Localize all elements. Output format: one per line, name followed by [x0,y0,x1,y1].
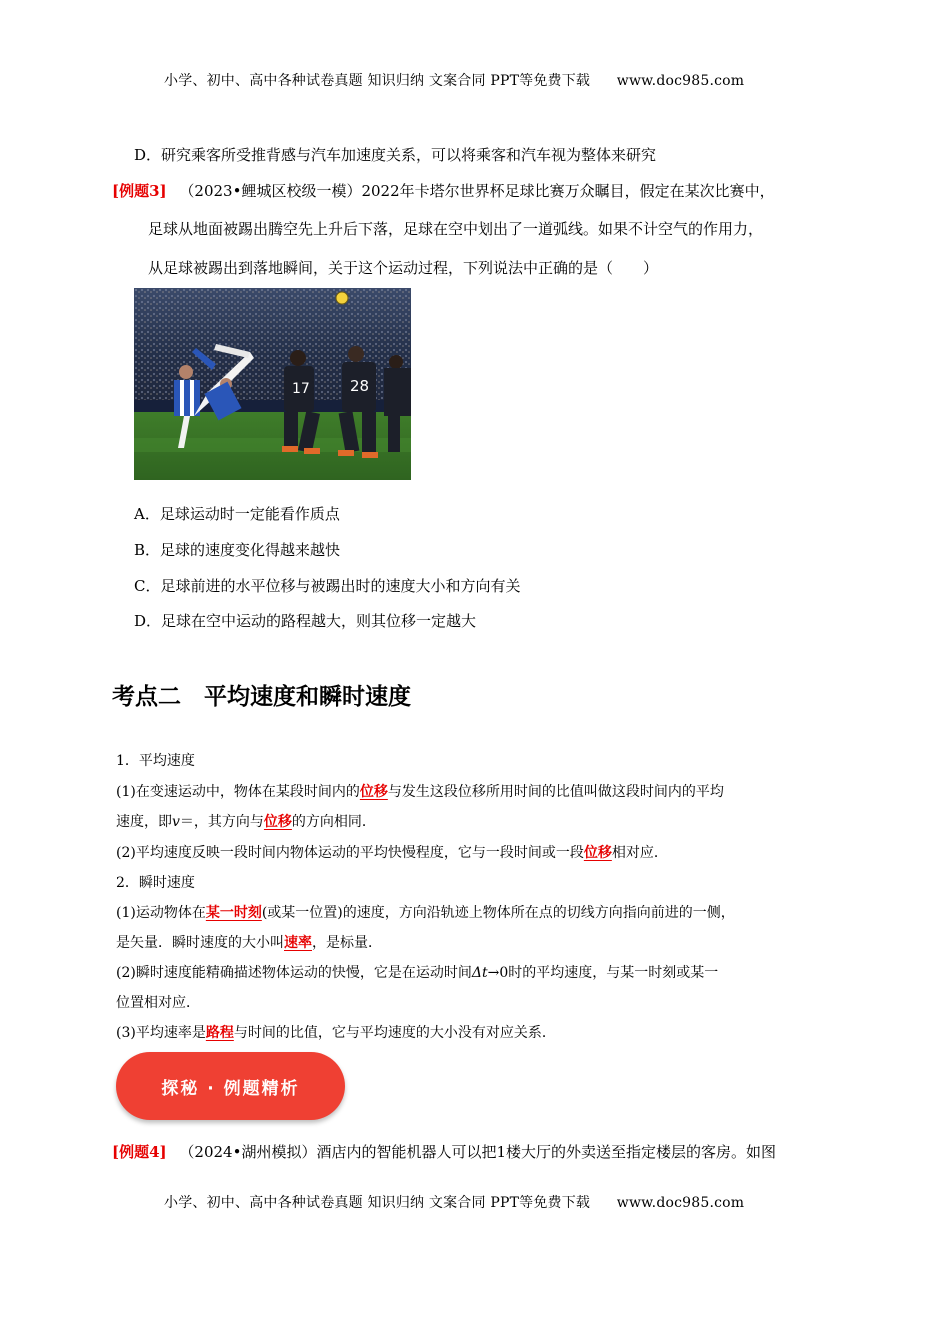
symbol-delta-t: Δt [471,965,488,981]
football-photo-svg [134,288,411,480]
option-b: B．足球的速度变化得越来越快 [134,541,341,559]
example3-tag: [例题3] [112,182,167,200]
text-span: ，是标量． [312,935,382,951]
example4-stem-1: （2024•湖州模拟）酒店内的智能机器人可以把1楼大厅的外卖送至指定楼层的客房。如图 [179,1143,776,1161]
example4-line1 [112,1142,776,1162]
inst-velocity-p2-line2: 位置相对应． [116,995,200,1011]
option-a: A．足球运动时一定能看作质点 [134,505,340,523]
text-span: (2)平均速度反映一段时间内物体运动的平均快慢程度，它与一段时间或一段 [116,845,584,861]
inst-velocity-p1-line2 [116,933,382,953]
inst-velocity-p1-line1 [116,903,735,923]
example3-stem-2: 足球从地面被踢出腾空先上升后下落，足球在空中划出了一道弧线。如果不计空气的作用力， [148,220,764,238]
text-span: 与发生这段位移所用时间的比值叫做这段时间内的平均 [387,784,724,800]
prev-option-d: D．研究乘客所受推背感与汽车加速度关系，可以将乘客和汽车视为整体来研究 [134,146,657,164]
keyword-displacement: 位移 [263,814,292,830]
jersey-number-17: 17 [292,381,310,397]
example3-line1 [112,181,775,201]
text-span: (1)在变速运动中，物体在某段时间内的 [116,784,360,800]
text-span: 的方向相同． [291,814,376,830]
example3-stem-1: （2023•鲤城区校级一模）2022年卡塔尔世界杯足球比赛万众瞩目，假定在某次比赛中， [179,182,775,200]
avg-velocity-p1-line2 [116,812,376,832]
text-span: 与时间的比值，它与平均速度的大小没有对应关系． [233,1025,556,1041]
example4-tag: [例题4] [112,1143,167,1161]
keyword-path: 路程 [205,1025,234,1041]
football-photo [134,288,411,480]
inst-velocity-p2-line1 [116,963,718,983]
page-header [164,70,744,90]
footer-text: 小学、初中、高中各种试卷真题 知识归纳 文案合同 PPT等免费下载 [164,1195,591,1211]
section-title: 考点二 平均速度和瞬时速度 [112,684,411,710]
avg-velocity-p1-line1 [116,782,724,802]
text-span: 相对应． [611,845,668,861]
keyword-speed: 速率 [284,935,312,951]
example3-stem-3: 从足球被踢出到落地瞬间，关于这个运动过程，下列说法中正确的是（ ） [148,259,659,277]
page-footer [164,1192,744,1212]
symbol-v: v [172,814,180,830]
example-banner [116,1052,345,1120]
keyword-displacement: 位移 [359,784,388,800]
inst-velocity-heading: 2．瞬时速度 [116,875,195,891]
header-site: www.doc985.com [616,73,745,89]
option-d: D．足球在空中运动的路程越大，则其位移一定越大 [134,612,477,630]
banner-label: 探秘 · 例题精析 [161,1078,300,1099]
header-text: 小学、初中、高中各种试卷真题 知识归纳 文案合同 PPT等免费下载 [164,73,591,89]
text-span: (3)平均速率是 [116,1025,206,1041]
avg-speed-p3 [116,1023,556,1043]
footer-site: www.doc985.com [616,1195,745,1211]
text-span: ＝，其方向与 [179,814,264,830]
keyword-moment: 某一时刻 [205,905,262,921]
avg-velocity-p2 [116,843,668,863]
text-span: (或某一位置)的速度，方向沿轨迹上物体所在点的切线方向指向前进的一侧， [261,905,735,921]
text-span: 速度，即 [116,814,172,830]
avg-velocity-heading: 1．平均速度 [116,753,195,769]
text-span: →0时的平均速度，与某一时刻或某一 [487,965,719,981]
text-span: 是矢量．瞬时速度的大小叫 [116,935,284,951]
option-c: C．足球前进的水平位移与被踢出时的速度大小和方向有关 [134,577,521,595]
text-span: (2)瞬时速度能精确描述物体运动的快慢，它是在运动时间 [116,965,472,981]
text-span: (1)运动物体在 [116,905,206,921]
keyword-displacement: 位移 [583,845,612,861]
jersey-number-28: 28 [350,377,370,395]
